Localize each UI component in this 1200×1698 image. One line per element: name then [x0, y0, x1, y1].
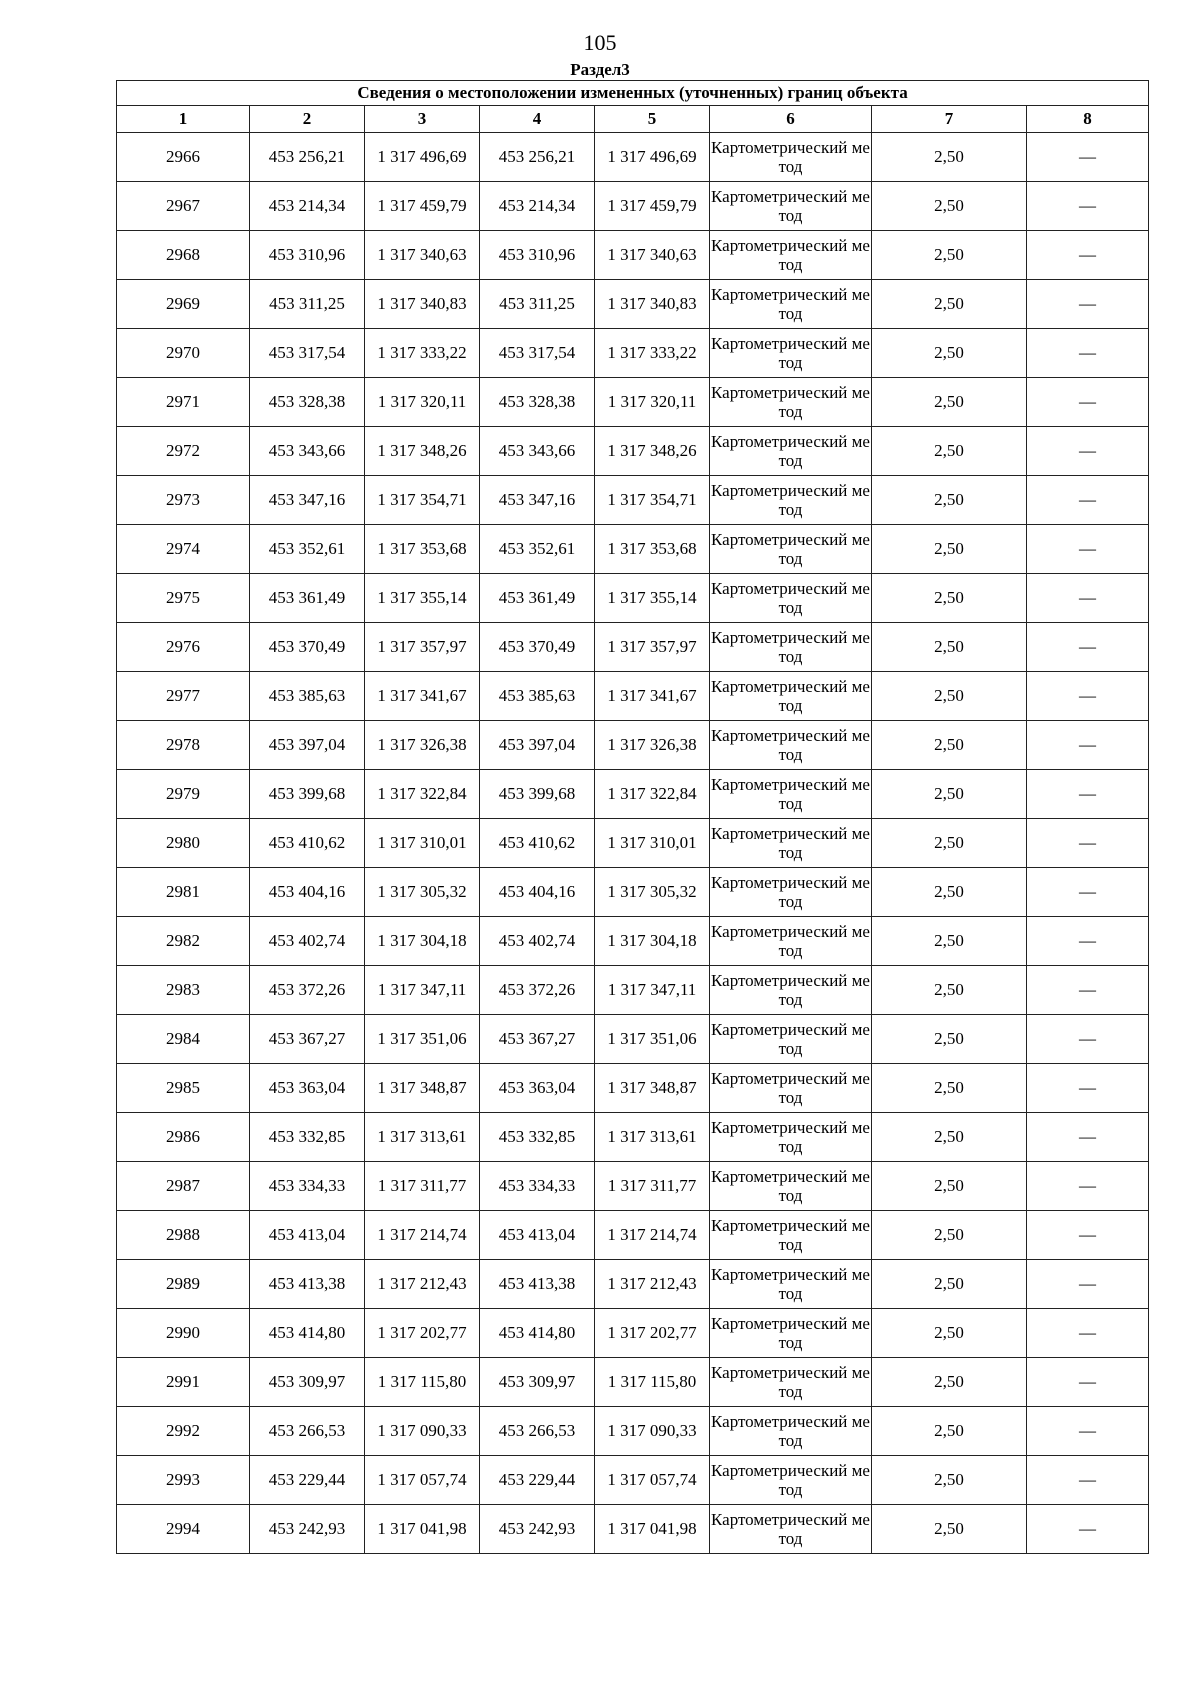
y-coordinate-cell: 1 317 305,32: [365, 868, 480, 917]
coordinates-table: [116, 80, 1149, 1554]
note-cell: —: [1027, 280, 1149, 329]
table-row: [117, 917, 1149, 966]
new-y-coordinate-cell: 1 317 353,68: [595, 525, 710, 574]
new-y-coordinate-cell: 1 317 320,11: [595, 378, 710, 427]
accuracy-cell: 2,50: [872, 1260, 1027, 1309]
x-coordinate-cell: 453 413,04: [250, 1211, 365, 1260]
note-cell: —: [1027, 1113, 1149, 1162]
y-coordinate-cell: 1 317 340,83: [365, 280, 480, 329]
note-cell: —: [1027, 819, 1149, 868]
accuracy-cell: 2,50: [872, 1064, 1027, 1113]
new-x-coordinate-cell: 453 309,97: [480, 1358, 595, 1407]
accuracy-cell: 2,50: [872, 525, 1027, 574]
new-x-coordinate-cell: 453 363,04: [480, 1064, 595, 1113]
new-x-coordinate-cell: 453 410,62: [480, 819, 595, 868]
new-y-coordinate-cell: 1 317 355,14: [595, 574, 710, 623]
note-cell: —: [1027, 525, 1149, 574]
x-coordinate-cell: 453 309,97: [250, 1358, 365, 1407]
new-y-coordinate-cell: 1 317 459,79: [595, 182, 710, 231]
column-number: 3: [365, 106, 480, 133]
point-number-cell: 2979: [117, 770, 250, 819]
accuracy-cell: 2,50: [872, 868, 1027, 917]
new-y-coordinate-cell: 1 317 310,01: [595, 819, 710, 868]
point-number-cell: 2977: [117, 672, 250, 721]
point-number-cell: 2991: [117, 1358, 250, 1407]
x-coordinate-cell: 453 397,04: [250, 721, 365, 770]
new-y-coordinate-cell: 1 317 322,84: [595, 770, 710, 819]
method-cell: Картометрический метод: [710, 574, 872, 623]
new-y-coordinate-cell: 1 317 348,26: [595, 427, 710, 476]
table-row: [117, 1309, 1149, 1358]
y-coordinate-cell: 1 317 340,63: [365, 231, 480, 280]
x-coordinate-cell: 453 317,54: [250, 329, 365, 378]
table-row: [117, 476, 1149, 525]
accuracy-cell: 2,50: [872, 819, 1027, 868]
method-cell: Картометрический метод: [710, 1358, 872, 1407]
table-row: [117, 1505, 1149, 1554]
point-number-cell: 2974: [117, 525, 250, 574]
x-coordinate-cell: 453 347,16: [250, 476, 365, 525]
x-coordinate-cell: 453 229,44: [250, 1456, 365, 1505]
y-coordinate-cell: 1 317 326,38: [365, 721, 480, 770]
new-x-coordinate-cell: 453 229,44: [480, 1456, 595, 1505]
x-coordinate-cell: 453 361,49: [250, 574, 365, 623]
y-coordinate-cell: 1 317 313,61: [365, 1113, 480, 1162]
new-y-coordinate-cell: 1 317 341,67: [595, 672, 710, 721]
method-cell: Картометрический метод: [710, 378, 872, 427]
point-number-cell: 2966: [117, 133, 250, 182]
page-number: 105: [583, 30, 617, 55]
accuracy-cell: 2,50: [872, 1505, 1027, 1554]
method-cell: Картометрический метод: [710, 1456, 872, 1505]
table-caption-row: [117, 81, 1149, 106]
y-coordinate-cell: 1 317 320,11: [365, 378, 480, 427]
point-number-cell: 2988: [117, 1211, 250, 1260]
x-coordinate-cell: 453 343,66: [250, 427, 365, 476]
method-cell: Картометрический метод: [710, 770, 872, 819]
point-number-cell: 2990: [117, 1309, 250, 1358]
new-y-coordinate-cell: 1 317 090,33: [595, 1407, 710, 1456]
method-cell: Картометрический метод: [710, 525, 872, 574]
point-number-cell: 2985: [117, 1064, 250, 1113]
point-number-cell: 2969: [117, 280, 250, 329]
accuracy-cell: 2,50: [872, 623, 1027, 672]
new-y-coordinate-cell: 1 317 202,77: [595, 1309, 710, 1358]
y-coordinate-cell: 1 317 041,98: [365, 1505, 480, 1554]
point-number-cell: 2989: [117, 1260, 250, 1309]
method-cell: Картометрический метод: [710, 1064, 872, 1113]
x-coordinate-cell: 453 363,04: [250, 1064, 365, 1113]
x-coordinate-cell: 453 410,62: [250, 819, 365, 868]
point-number-cell: 2987: [117, 1162, 250, 1211]
note-cell: —: [1027, 1211, 1149, 1260]
column-number: 5: [595, 106, 710, 133]
new-x-coordinate-cell: 453 413,38: [480, 1260, 595, 1309]
x-coordinate-cell: 453 311,25: [250, 280, 365, 329]
x-coordinate-cell: 453 385,63: [250, 672, 365, 721]
y-coordinate-cell: 1 317 496,69: [365, 133, 480, 182]
new-x-coordinate-cell: 453 242,93: [480, 1505, 595, 1554]
point-number-cell: 2981: [117, 868, 250, 917]
new-x-coordinate-cell: 453 413,04: [480, 1211, 595, 1260]
new-y-coordinate-cell: 1 317 357,97: [595, 623, 710, 672]
table-row: [117, 1260, 1149, 1309]
table-row: [117, 868, 1149, 917]
new-x-coordinate-cell: 453 372,26: [480, 966, 595, 1015]
method-cell: Картометрический метод: [710, 133, 872, 182]
note-cell: —: [1027, 1162, 1149, 1211]
x-coordinate-cell: 453 310,96: [250, 231, 365, 280]
x-coordinate-cell: 453 334,33: [250, 1162, 365, 1211]
table-row: [117, 1162, 1149, 1211]
new-x-coordinate-cell: 453 311,25: [480, 280, 595, 329]
note-cell: —: [1027, 231, 1149, 280]
y-coordinate-cell: 1 317 347,11: [365, 966, 480, 1015]
point-number-cell: 2972: [117, 427, 250, 476]
table-row: [117, 525, 1149, 574]
column-number: 2: [250, 106, 365, 133]
new-y-coordinate-cell: 1 317 115,80: [595, 1358, 710, 1407]
point-number-cell: 2970: [117, 329, 250, 378]
note-cell: —: [1027, 574, 1149, 623]
point-number-cell: 2971: [117, 378, 250, 427]
new-x-coordinate-cell: 453 402,74: [480, 917, 595, 966]
new-x-coordinate-cell: 453 352,61: [480, 525, 595, 574]
note-cell: —: [1027, 721, 1149, 770]
note-cell: —: [1027, 476, 1149, 525]
new-y-coordinate-cell: 1 317 496,69: [595, 133, 710, 182]
column-number: 8: [1027, 106, 1149, 133]
x-coordinate-cell: 453 352,61: [250, 525, 365, 574]
method-cell: Картометрический метод: [710, 427, 872, 476]
new-y-coordinate-cell: 1 317 305,32: [595, 868, 710, 917]
point-number-cell: 2978: [117, 721, 250, 770]
new-x-coordinate-cell: 453 317,54: [480, 329, 595, 378]
note-cell: —: [1027, 133, 1149, 182]
note-cell: —: [1027, 770, 1149, 819]
x-coordinate-cell: 453 370,49: [250, 623, 365, 672]
table-row: [117, 1358, 1149, 1407]
y-coordinate-cell: 1 317 057,74: [365, 1456, 480, 1505]
new-x-coordinate-cell: 453 414,80: [480, 1309, 595, 1358]
y-coordinate-cell: 1 317 304,18: [365, 917, 480, 966]
column-number: 6: [710, 106, 872, 133]
y-coordinate-cell: 1 317 333,22: [365, 329, 480, 378]
new-x-coordinate-cell: 453 256,21: [480, 133, 595, 182]
accuracy-cell: 2,50: [872, 574, 1027, 623]
x-coordinate-cell: 453 214,34: [250, 182, 365, 231]
table-row: [117, 672, 1149, 721]
point-number-cell: 2973: [117, 476, 250, 525]
method-cell: Картометрический метод: [710, 672, 872, 721]
x-coordinate-cell: 453 404,16: [250, 868, 365, 917]
y-coordinate-cell: 1 317 351,06: [365, 1015, 480, 1064]
y-coordinate-cell: 1 317 353,68: [365, 525, 480, 574]
accuracy-cell: 2,50: [872, 280, 1027, 329]
point-number-cell: 2992: [117, 1407, 250, 1456]
new-y-coordinate-cell: 1 317 351,06: [595, 1015, 710, 1064]
y-coordinate-cell: 1 317 090,33: [365, 1407, 480, 1456]
note-cell: —: [1027, 1505, 1149, 1554]
table-row: [117, 1113, 1149, 1162]
point-number-cell: 2982: [117, 917, 250, 966]
method-cell: Картометрический метод: [710, 182, 872, 231]
point-number-cell: 2980: [117, 819, 250, 868]
new-y-coordinate-cell: 1 317 212,43: [595, 1260, 710, 1309]
accuracy-cell: 2,50: [872, 966, 1027, 1015]
x-coordinate-cell: 453 402,74: [250, 917, 365, 966]
note-cell: —: [1027, 1407, 1149, 1456]
new-y-coordinate-cell: 1 317 348,87: [595, 1064, 710, 1113]
y-coordinate-cell: 1 317 311,77: [365, 1162, 480, 1211]
new-y-coordinate-cell: 1 317 041,98: [595, 1505, 710, 1554]
table-row: [117, 966, 1149, 1015]
column-number-row: [117, 106, 1149, 133]
y-coordinate-cell: 1 317 355,14: [365, 574, 480, 623]
new-x-coordinate-cell: 453 404,16: [480, 868, 595, 917]
table-row: [117, 1456, 1149, 1505]
column-number: 1: [117, 106, 250, 133]
method-cell: Картометрический метод: [710, 1260, 872, 1309]
y-coordinate-cell: 1 317 341,67: [365, 672, 480, 721]
new-x-coordinate-cell: 453 266,53: [480, 1407, 595, 1456]
table-row: [117, 1211, 1149, 1260]
accuracy-cell: 2,50: [872, 917, 1027, 966]
accuracy-cell: 2,50: [872, 378, 1027, 427]
method-cell: Картометрический метод: [710, 280, 872, 329]
table-caption: Сведения о местоположении измененных (уточненных) границ объекта: [117, 81, 1149, 106]
note-cell: —: [1027, 1456, 1149, 1505]
note-cell: —: [1027, 672, 1149, 721]
method-cell: Картометрический метод: [710, 476, 872, 525]
note-cell: —: [1027, 1064, 1149, 1113]
new-y-coordinate-cell: 1 317 347,11: [595, 966, 710, 1015]
point-number-cell: 2983: [117, 966, 250, 1015]
y-coordinate-cell: 1 317 348,26: [365, 427, 480, 476]
note-cell: —: [1027, 868, 1149, 917]
point-number-cell: 2968: [117, 231, 250, 280]
new-y-coordinate-cell: 1 317 326,38: [595, 721, 710, 770]
accuracy-cell: 2,50: [872, 329, 1027, 378]
accuracy-cell: 2,50: [872, 231, 1027, 280]
new-y-coordinate-cell: 1 317 340,83: [595, 280, 710, 329]
new-y-coordinate-cell: 1 317 354,71: [595, 476, 710, 525]
table-row: [117, 427, 1149, 476]
accuracy-cell: 2,50: [872, 1211, 1027, 1260]
method-cell: Картометрический метод: [710, 1162, 872, 1211]
table-row: [117, 280, 1149, 329]
new-y-coordinate-cell: 1 317 340,63: [595, 231, 710, 280]
method-cell: Картометрический метод: [710, 868, 872, 917]
method-cell: Картометрический метод: [710, 917, 872, 966]
table-row: [117, 1064, 1149, 1113]
point-number-cell: 2993: [117, 1456, 250, 1505]
table-row: [117, 623, 1149, 672]
y-coordinate-cell: 1 317 357,97: [365, 623, 480, 672]
y-coordinate-cell: 1 317 115,80: [365, 1358, 480, 1407]
y-coordinate-cell: 1 317 310,01: [365, 819, 480, 868]
note-cell: —: [1027, 378, 1149, 427]
new-y-coordinate-cell: 1 317 311,77: [595, 1162, 710, 1211]
table-row: [117, 182, 1149, 231]
method-cell: Картометрический метод: [710, 1505, 872, 1554]
y-coordinate-cell: 1 317 322,84: [365, 770, 480, 819]
note-cell: —: [1027, 182, 1149, 231]
x-coordinate-cell: 453 414,80: [250, 1309, 365, 1358]
x-coordinate-cell: 453 399,68: [250, 770, 365, 819]
x-coordinate-cell: 453 328,38: [250, 378, 365, 427]
point-number-cell: 2986: [117, 1113, 250, 1162]
y-coordinate-cell: 1 317 214,74: [365, 1211, 480, 1260]
new-x-coordinate-cell: 453 397,04: [480, 721, 595, 770]
new-y-coordinate-cell: 1 317 304,18: [595, 917, 710, 966]
point-number-cell: 2967: [117, 182, 250, 231]
method-cell: Картометрический метод: [710, 623, 872, 672]
x-coordinate-cell: 453 367,27: [250, 1015, 365, 1064]
new-x-coordinate-cell: 453 361,49: [480, 574, 595, 623]
y-coordinate-cell: 1 317 354,71: [365, 476, 480, 525]
table-row: [117, 819, 1149, 868]
accuracy-cell: 2,50: [872, 1162, 1027, 1211]
new-x-coordinate-cell: 453 347,16: [480, 476, 595, 525]
table-row: [117, 378, 1149, 427]
x-coordinate-cell: 453 242,93: [250, 1505, 365, 1554]
table-row: [117, 133, 1149, 182]
accuracy-cell: 2,50: [872, 672, 1027, 721]
x-coordinate-cell: 453 332,85: [250, 1113, 365, 1162]
method-cell: Картометрический метод: [710, 721, 872, 770]
new-y-coordinate-cell: 1 317 333,22: [595, 329, 710, 378]
method-cell: Картометрический метод: [710, 966, 872, 1015]
table-row: [117, 721, 1149, 770]
accuracy-cell: 2,50: [872, 1015, 1027, 1064]
note-cell: —: [1027, 1358, 1149, 1407]
new-x-coordinate-cell: 453 399,68: [480, 770, 595, 819]
table-row: [117, 574, 1149, 623]
point-number-cell: 2984: [117, 1015, 250, 1064]
note-cell: —: [1027, 329, 1149, 378]
new-x-coordinate-cell: 453 334,33: [480, 1162, 595, 1211]
new-y-coordinate-cell: 1 317 313,61: [595, 1113, 710, 1162]
y-coordinate-cell: 1 317 212,43: [365, 1260, 480, 1309]
accuracy-cell: 2,50: [872, 427, 1027, 476]
new-x-coordinate-cell: 453 332,85: [480, 1113, 595, 1162]
method-cell: Картометрический метод: [710, 1407, 872, 1456]
method-cell: Картометрический метод: [710, 1015, 872, 1064]
note-cell: —: [1027, 427, 1149, 476]
accuracy-cell: 2,50: [872, 476, 1027, 525]
table-row: [117, 1407, 1149, 1456]
note-cell: —: [1027, 966, 1149, 1015]
x-coordinate-cell: 453 413,38: [250, 1260, 365, 1309]
x-coordinate-cell: 453 266,53: [250, 1407, 365, 1456]
point-number-cell: 2994: [117, 1505, 250, 1554]
accuracy-cell: 2,50: [872, 182, 1027, 231]
new-x-coordinate-cell: 453 367,27: [480, 1015, 595, 1064]
note-cell: —: [1027, 917, 1149, 966]
y-coordinate-cell: 1 317 459,79: [365, 182, 480, 231]
table-row: [117, 770, 1149, 819]
note-cell: —: [1027, 1309, 1149, 1358]
accuracy-cell: 2,50: [872, 133, 1027, 182]
section-title: Раздел3: [570, 60, 630, 79]
accuracy-cell: 2,50: [872, 770, 1027, 819]
point-number-cell: 2975: [117, 574, 250, 623]
new-y-coordinate-cell: 1 317 057,74: [595, 1456, 710, 1505]
method-cell: Картометрический метод: [710, 1211, 872, 1260]
note-cell: —: [1027, 623, 1149, 672]
new-y-coordinate-cell: 1 317 214,74: [595, 1211, 710, 1260]
method-cell: Картометрический метод: [710, 1113, 872, 1162]
accuracy-cell: 2,50: [872, 1358, 1027, 1407]
point-number-cell: 2976: [117, 623, 250, 672]
new-x-coordinate-cell: 453 214,34: [480, 182, 595, 231]
table-row: [117, 1015, 1149, 1064]
column-number: 4: [480, 106, 595, 133]
accuracy-cell: 2,50: [872, 721, 1027, 770]
table-row: [117, 231, 1149, 280]
new-x-coordinate-cell: 453 385,63: [480, 672, 595, 721]
accuracy-cell: 2,50: [872, 1113, 1027, 1162]
new-x-coordinate-cell: 453 370,49: [480, 623, 595, 672]
new-x-coordinate-cell: 453 310,96: [480, 231, 595, 280]
accuracy-cell: 2,50: [872, 1456, 1027, 1505]
x-coordinate-cell: 453 256,21: [250, 133, 365, 182]
new-x-coordinate-cell: 453 343,66: [480, 427, 595, 476]
method-cell: Картометрический метод: [710, 819, 872, 868]
x-coordinate-cell: 453 372,26: [250, 966, 365, 1015]
y-coordinate-cell: 1 317 202,77: [365, 1309, 480, 1358]
note-cell: —: [1027, 1260, 1149, 1309]
column-number: 7: [872, 106, 1027, 133]
method-cell: Картометрический метод: [710, 231, 872, 280]
y-coordinate-cell: 1 317 348,87: [365, 1064, 480, 1113]
accuracy-cell: 2,50: [872, 1407, 1027, 1456]
new-x-coordinate-cell: 453 328,38: [480, 378, 595, 427]
note-cell: —: [1027, 1015, 1149, 1064]
method-cell: Картометрический метод: [710, 1309, 872, 1358]
method-cell: Картометрический метод: [710, 329, 872, 378]
accuracy-cell: 2,50: [872, 1309, 1027, 1358]
table-row: [117, 329, 1149, 378]
